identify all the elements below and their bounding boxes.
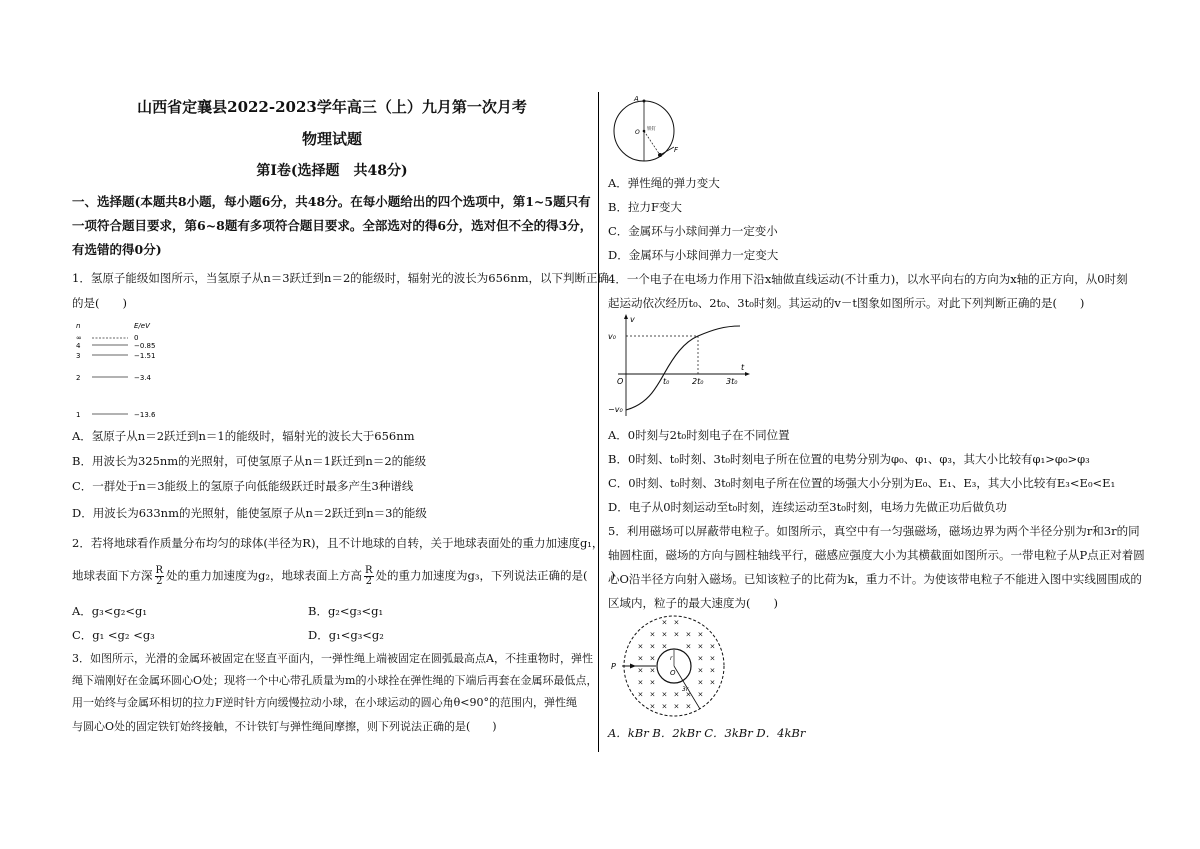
- field-cross: ×: [637, 654, 644, 663]
- q1-option-c: C．一群处于n＝3能级上的氢原子向低能级跃迁时最多产生3种谱线: [72, 479, 414, 493]
- column-divider: [598, 92, 599, 752]
- q2-stem-line2: [72, 566, 615, 587]
- q5-stem: 轴圆柱面，磁场的方向与圆柱轴线平行，磁感应强度大小为其横截面如图所示。一带电粒子从P点正对着圆: [608, 548, 1145, 562]
- field-cross: ×: [709, 642, 716, 651]
- label-a: A: [634, 95, 639, 103]
- label-3r: 3r: [682, 686, 689, 693]
- field-cross: ×: [673, 618, 680, 627]
- velocity-curve: [626, 326, 740, 410]
- level-n: ∞: [76, 334, 82, 342]
- field-cross: ×: [661, 702, 668, 711]
- q5-stem: 区域内，粒子的最大速度为( ): [608, 596, 778, 610]
- magnetic-field-diagram: [608, 612, 738, 720]
- field-cross: ×: [697, 666, 704, 675]
- field-cross: ×: [709, 666, 716, 675]
- q2-text: 处的重力加速度为g₂，地球表面上方高: [166, 568, 363, 583]
- field-cross: ×: [637, 690, 644, 699]
- field-cross: ×: [637, 678, 644, 687]
- field-cross: ×: [673, 630, 680, 639]
- q1-stem: 的是( ): [72, 296, 127, 310]
- field-cross: ×: [637, 642, 644, 651]
- q1-stem: 1．氢原子能级如图所示，当氢原子从n＝3跃迁到n＝2的能级时，辐射光的波长为656nm，以下判断正确: [72, 271, 610, 285]
- level-n: 2: [76, 374, 81, 382]
- rope-line: [644, 131, 660, 155]
- q2-option-d: D．g₁<g₃<g₂: [308, 628, 384, 642]
- q5-stem: 心O沿半径方向射入磁场。已知该粒子的比荷为k，重力不计。为使该带电粒子不能进入图中实线圆围成的: [608, 572, 1142, 586]
- field-cross: ×: [673, 690, 680, 699]
- field-cross: ×: [709, 654, 716, 663]
- field-cross: ×: [697, 690, 704, 699]
- level-n: 3: [76, 352, 81, 360]
- field-cross: ×: [637, 666, 644, 675]
- t-axis-arrow: [745, 372, 750, 376]
- t0-label: t₀: [663, 377, 670, 386]
- q2-option-c: C．g₁ <g₂ <g₃: [72, 628, 155, 642]
- q3-option-d: D．金属环与小球间弹力一定变大: [608, 248, 779, 262]
- incident-arrow: [630, 664, 636, 669]
- label-f: F: [674, 146, 679, 154]
- field-cross: ×: [649, 678, 656, 687]
- field-cross: ×: [673, 702, 680, 711]
- q1-option-d: D．用波长为633nm的光照射，能使氢原子从n＝2跃迁到n＝3的能级: [72, 506, 427, 520]
- field-cross: ×: [697, 642, 704, 651]
- level-e: −1.51: [134, 352, 156, 360]
- q3-option-b: B．拉力F变大: [608, 200, 682, 214]
- q3-stem: 绳下端刚好在金属环圆心O处；现将一个中心带孔质量为m的小球拴在弹性绳的下端后再套在金属环最低点，: [72, 674, 598, 687]
- field-cross: ×: [661, 690, 668, 699]
- metal-ring-diagram: [608, 94, 688, 166]
- t2-label: 2t₀: [692, 377, 704, 386]
- q2-text: 地球表面下方深: [72, 568, 153, 583]
- neg-v0-label: −v₀: [608, 405, 623, 414]
- q4-stem: 起运动依次经历t₀、2t₀、3t₀时刻。其运动的v－t图象如图所示。对此下列判断正确的是( ): [608, 296, 1085, 310]
- field-cross: ×: [661, 642, 668, 651]
- t3-label: 3t₀: [726, 377, 738, 386]
- field-cross: ×: [709, 678, 716, 687]
- q3-stem: 用一始终与金属环相切的拉力F逆时针方向缓慢拉动小球，在小球运动的圆心角θ<90°的范围内，弹性绳: [72, 696, 577, 709]
- q1-option-a: A．氢原子从n＝2跃迁到n＝1的能级时，辐射光的波长大于656nm: [72, 429, 415, 443]
- q4-option-b: B．0时刻、t₀时刻、3t₀时刻电子所在位置的电势分别为φ₀、φ₁、φ₃，其大小比较有φ₁>φ₀>φ₃: [608, 452, 1090, 466]
- field-cross: ×: [649, 702, 656, 711]
- instructions-line: 一项符合题目要求，第6~8题有多项符合题目要求。全部选对的得6分，选对但不全的得3分，: [72, 218, 593, 233]
- fraction-r-over-2: $\frac{R}{2}$: [155, 565, 164, 587]
- field-cross: ×: [649, 666, 656, 675]
- force-arrow: [660, 147, 674, 155]
- label-o: O: [635, 129, 640, 136]
- q2-stem: 2．若将地球看作质量分布均匀的球体(半径为R)，且不计地球的自转，关于地球表面处的重力加速度g₁，: [72, 536, 604, 550]
- v0-label: v₀: [608, 332, 616, 341]
- q5-options: A．kBr B．2kBr C．3kBr D．4kBr: [608, 726, 806, 740]
- q3-stem: 与圆心O处的固定铁钉始终接触，不计铁钉与弹性绳间摩擦，则下列说法正确的是( ): [72, 720, 497, 733]
- label-r: r: [670, 655, 673, 662]
- fraction-r-over-2: $\frac{R}{2}$: [365, 565, 373, 587]
- field-cross: ×: [649, 654, 656, 663]
- page-title: 山西省定襄县2022-2023学年高三（上）九月第一次月考: [137, 98, 527, 116]
- field-cross: ×: [685, 630, 692, 639]
- section-heading: 第Ⅰ卷(选择题 共48分): [256, 163, 408, 179]
- level-e: −0.85: [134, 342, 156, 350]
- label-p: P: [611, 662, 616, 671]
- label-o: O: [670, 669, 676, 677]
- level-e: −13.6: [134, 411, 156, 419]
- field-cross: ×: [649, 690, 656, 699]
- velocity-time-graph: [608, 312, 758, 422]
- q4-option-d: D．电子从0时刻运动至t₀时刻，连续运动至3t₀时刻，电场力先做正功后做负功: [608, 500, 1007, 514]
- q3-stem: 3．如图所示，光滑的金属环被固定在竖直平面内，一弹性绳上端被固定在圆弧最高点A，不挂重物时，弹性: [72, 652, 593, 665]
- q4-stem: 4．一个电子在电场力作用下沿x轴做直线运动(不计重力)，以水平向右的方向为x轴的正方向，从0时刻: [608, 272, 1128, 286]
- e-label: E/eV: [134, 322, 150, 330]
- energy-level-diagram: [72, 318, 252, 422]
- v-axis-arrow: [624, 314, 628, 319]
- field-cross: ×: [697, 630, 704, 639]
- field-cross: ×: [685, 690, 692, 699]
- instructions-line: 有选错的得0分): [72, 242, 162, 257]
- field-cross: ×: [697, 654, 704, 663]
- level-e: 0: [134, 334, 139, 342]
- field-cross: ×: [685, 642, 692, 651]
- label-nail: 铁钉: [647, 127, 656, 132]
- q4-option-c: C．0时刻、t₀时刻、3t₀时刻电子所在位置的场强大小分别为E₀、E₁、E₃，其大小比较有E₃<E₀<E₁: [608, 476, 1116, 490]
- q2-text: 处的重力加速度为g₃，下列说法正确的是( ): [375, 568, 615, 583]
- v-label: v: [630, 315, 635, 324]
- field-cross: ×: [661, 630, 668, 639]
- field-cross: ×: [697, 678, 704, 687]
- field-cross: ×: [649, 642, 656, 651]
- field-cross: ×: [661, 618, 668, 627]
- n-label: n: [76, 322, 81, 330]
- origin-label: O: [617, 377, 624, 386]
- q1-option-b: B．用波长为325nm的光照射，可使氢原子从n＝1跃迁到n＝2的能级: [72, 454, 427, 468]
- q2-option-b: B．g₂<g₃<g₁: [308, 604, 384, 618]
- t-label: t: [741, 363, 745, 372]
- page-subtitle: 物理试题: [301, 130, 362, 148]
- q2-option-a: A．g₃<g₂<g₁: [72, 604, 147, 618]
- q4-option-a: A．0时刻与2t₀时刻电子在不同位置: [608, 428, 790, 442]
- instructions-line: 一、选择题(本题共8小题，每小题6分，共48分。在每小题给出的四个选项中，第1~5题只有: [72, 194, 591, 209]
- field-cross: ×: [685, 702, 692, 711]
- level-n: 1: [76, 411, 81, 419]
- field-crosses: [638, 619, 716, 711]
- q3-option-c: C．金属环与小球间弹力一定变小: [608, 224, 778, 238]
- level-n: 4: [76, 342, 81, 350]
- q3-option-a: A．弹性绳的弹力变大: [608, 176, 720, 190]
- q5-stem: 5．利用磁场可以屏蔽带电粒子。如图所示，真空中有一匀强磁场，磁场边界为两个半径分别为r和3r的同: [608, 524, 1140, 538]
- level-e: −3.4: [134, 374, 151, 382]
- point-a: [643, 100, 646, 103]
- field-cross: ×: [649, 630, 656, 639]
